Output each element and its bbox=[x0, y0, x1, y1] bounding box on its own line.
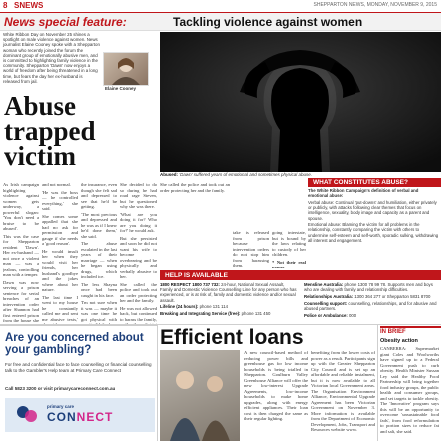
loans-column-1: A new council-based method of reducing power bills and greenhouse gas for low income households is being trialled in Shepparton. Goulburn Valley Greenhouse Alliance will offer the new low-interest Upgrade Agreements, low-income households to make home upgrades, along with energy efficient appliances. Their loan cost is then charged the same as their regular lighting. bbox=[244, 350, 308, 421]
help-entry-name: Police or Ambulance: bbox=[304, 312, 348, 318]
paragraph: Dawn was now serving a prison sentence for serial breaches of an intervention order after Shannon had first entered prison from the house she bbox=[3, 279, 39, 323]
help-entry-text: phone 1300 78 99 78. Supports men and boys who are dealing with family and relationship difficulties. bbox=[304, 282, 433, 293]
loans-photo bbox=[160, 350, 240, 441]
masthead bbox=[0, 0, 441, 13]
gambling-help-advert bbox=[0, 325, 157, 441]
running-head: SHEPPARTON NEWS, MONDAY, NOVEMBER 9, 2015 bbox=[313, 2, 437, 8]
paragraph: The last time I went to my house he constantly called me and sent me abusive texts,' bbox=[42, 294, 78, 322]
paragraph: * Not their real names. bbox=[272, 259, 306, 268]
in-brief-label: IN BRIEF bbox=[380, 329, 406, 335]
journalist-photo bbox=[103, 52, 149, 86]
paragraph: 'What are you doing it for? Who are you doing it for?' he would ask. bbox=[120, 211, 157, 233]
silhouette-image bbox=[160, 32, 441, 172]
help-entry-text: 1300 364 277 or Shepparton 5831 8700 bbox=[354, 293, 431, 299]
logo-part-a: CON bbox=[47, 410, 77, 424]
paragraph: The abuse escalated in the last years of their marriage — when he began using drugs, which included ice. bbox=[81, 241, 117, 279]
photo-caption bbox=[160, 172, 441, 177]
body-column-2 bbox=[42, 182, 78, 325]
help-entry-name: Relationships Australia: bbox=[304, 293, 354, 299]
paragraph: He was not allowed back, but continued to harass the family, bbox=[120, 305, 157, 322]
banner-label: News special feature: bbox=[4, 15, 127, 29]
loans-column-2: benefiting from the lower costs of power as a result. Participants sign up with the Greater Shepparton City Council and is set up an affordable and reliable instalment, but it is now available to all Victorian local Government areas. The Organisation Environment Alliance, Environmental Upgrade Agreement has been Victorian Government on November 3. More information is available from the Department of Economic Development, Jobs, Transport and Resources website www. bbox=[311, 350, 375, 432]
feature-banner bbox=[0, 13, 441, 31]
help-column-left bbox=[160, 282, 298, 324]
paragraph: She called the police and took out an order protecting her and the family. bbox=[160, 182, 230, 193]
paragraph: But she persisted and soon he did not want his wife to become overbearing and be physically and verbally abusive to her. bbox=[120, 235, 157, 279]
paragraph: 'He was the boss — he controlled everything,' she said. bbox=[42, 189, 78, 211]
help-column-right bbox=[304, 282, 439, 324]
sidebar-paragraph: Verbal abuse: Continual 'put-downs' and humiliation, either privately or publicly, with attacks following clear themes that focus on intelligence, sexuality, body image and capacity as a parent and spouse. bbox=[308, 199, 437, 221]
help-entry-text: phone 131 450 bbox=[241, 311, 271, 317]
paragraph: take is released from prison because intervention orders do not stop him from harassing them. bbox=[233, 230, 269, 268]
paragraph: the insurance, even though she felt sad and depressed to see that he'd be getting. bbox=[81, 182, 117, 209]
article-headline: Abuse trapped victim bbox=[4, 91, 96, 171]
paragraph: He would insult her when they would visit her friends, her husband's goodbye and the jokes where about her nature. bbox=[42, 248, 78, 292]
help-entry-name: 1800 RESPECT 1800 737 732: bbox=[160, 282, 220, 287]
help-entry-text: counselling, relationships, and for abusive and abused partners. bbox=[304, 300, 437, 311]
sidebar-title: WHAT CONSTITUTES ABUSE? bbox=[313, 179, 408, 186]
paragraph: She comes some appalled that she had no ask for permission and gauge if she needs a 'good reason'. bbox=[42, 213, 78, 246]
caption-label: Abused: bbox=[160, 172, 178, 177]
people-photo-icon bbox=[160, 350, 240, 441]
intro-text: White Ribbon Day on November 25 shines a spotlight on male violence against women. News journalist Elaine Cooney spoke with a Shepparton woman who recently joined the forum the dominant group of emotionally abusive men, and is committed to highlighting family violence in the community. Shepparton 'Dawn' now enjoys a world of freedom after being threatened in a long time, but fears the day her ex-husband is released from jail. bbox=[3, 32, 100, 84]
logo-part-b: NECT bbox=[76, 410, 114, 424]
sidebar-body bbox=[308, 188, 439, 245]
help-title: HELP IS AVAILABLE bbox=[165, 271, 228, 279]
help-entry bbox=[160, 282, 298, 303]
caption-text: 'Dawn' suffered years of emotional and sometimes physical abuse. bbox=[179, 172, 313, 177]
brand-logo: SNEWS bbox=[14, 1, 44, 10]
journalist-caption: Elaine Cooney bbox=[105, 86, 137, 91]
paragraph: 'The most precious and depressed and he was as if I knew he'd done them,' she said. bbox=[81, 211, 117, 239]
paragraph: She decided to do so during he had road rage Steven, but he questioned why she was there. bbox=[120, 182, 157, 209]
ad-body: For free and confidential face to face counselling or financial counselling talk to the Gambler's Help team at Primary Care Connect bbox=[5, 362, 152, 373]
paragraph: This was the case for Shepparton resident 'Dawn'. Her ex-husband — not once a violent man — was a jealous, controlling man with a temper. bbox=[3, 233, 39, 277]
in-brief-bar bbox=[380, 326, 441, 337]
help-heading-bar bbox=[160, 270, 441, 280]
help-entry-text: 24-hour, National Sexual Assault, Family and Domestic Violence Counselling Line for any person who has experienced, or is at risk of, family and domestic violence and/or sexual assault. bbox=[160, 282, 297, 303]
continuation-column-b bbox=[272, 230, 306, 268]
column-divider bbox=[157, 325, 158, 441]
help-entry bbox=[304, 313, 439, 318]
person-icon bbox=[104, 53, 148, 85]
body-column-1 bbox=[3, 182, 39, 325]
body-column-5 bbox=[160, 182, 230, 268]
help-entry bbox=[304, 294, 439, 299]
help-entry-name: Counselling support: bbox=[304, 300, 348, 306]
continuation-column-a bbox=[233, 230, 269, 268]
brief-title: Obesity action bbox=[380, 338, 418, 344]
page-number: 8 bbox=[3, 1, 8, 10]
help-entry bbox=[160, 311, 298, 316]
help-entry bbox=[304, 301, 439, 311]
logo-big-text bbox=[47, 410, 113, 424]
paragraph: 'I'm not sure when it was — maybe it was one time he got physical with bbox=[81, 300, 117, 322]
help-entry-name: Lifeline (24 hours): bbox=[160, 304, 199, 310]
help-entry-text: 000 bbox=[348, 312, 357, 318]
ad-title: Are you concerned about your gambling? bbox=[5, 332, 144, 356]
paragraph: She called the police and took out an order protecting her and the family. bbox=[120, 281, 157, 303]
logo-small-text: primary care bbox=[47, 404, 75, 409]
column-divider bbox=[377, 325, 378, 441]
primary-care-connect-logo bbox=[5, 398, 155, 432]
loans-headline: Efficient loans bbox=[160, 326, 304, 349]
help-entry-name: Mensline Australia: bbox=[304, 282, 344, 287]
ad-call-to-action: Call 5823 3200 or visit primarycareconnect.com.au bbox=[5, 386, 116, 391]
help-entry bbox=[304, 282, 439, 292]
help-entry-name: Breaking and Integrating Service (free): bbox=[160, 311, 241, 317]
help-entry bbox=[160, 304, 298, 309]
brief-text: CANBERRA: Supermarket giant Coles and Woolworths have signed up to a Federal Government push to curb obesity. Health Minister Sussan Ley said the Healthy Food Partnership will bring together food industry groups, the public health and consumer groups, and set targets to tackle obesity. The 'Innovative' program says this will be an opportunity to overcome 'unsustainable food fads', from food reformulation to portion sizes to reduce fat and salt, she said. bbox=[380, 346, 439, 434]
banner-title: Tackling violence against women bbox=[173, 15, 363, 29]
sidebar-heading bbox=[308, 178, 441, 187]
connect-logo-icon bbox=[15, 404, 39, 426]
paragraph: going interstate, but is bound by the laws relating to custody of her children. bbox=[272, 230, 306, 257]
sidebar-paragraph: The White Ribbon Campaign's definition of verbal and emotional abuse: bbox=[308, 188, 419, 199]
paragraph: The less Shayna once had been caught in his face. bbox=[81, 281, 117, 298]
paragraph: and not normal. bbox=[42, 182, 71, 187]
paragraph: As Irish campaign highlighting violence against women gets underway, a powerful slogan: 'You don't need a bruise to be abused'. bbox=[3, 182, 39, 231]
body-column-3 bbox=[81, 182, 117, 325]
body-column-4 bbox=[120, 182, 157, 325]
sidebar-paragraph: Emotional abuse: Blaming the victim for all problems in the relationship, constantly comparing the victim with others to undermine self-esteem and self-worth, sporadic sulking, withdrawing all interest and engagement. bbox=[308, 222, 439, 243]
help-entry-text: phone 131 114 bbox=[199, 304, 228, 310]
main-photo bbox=[160, 32, 441, 172]
